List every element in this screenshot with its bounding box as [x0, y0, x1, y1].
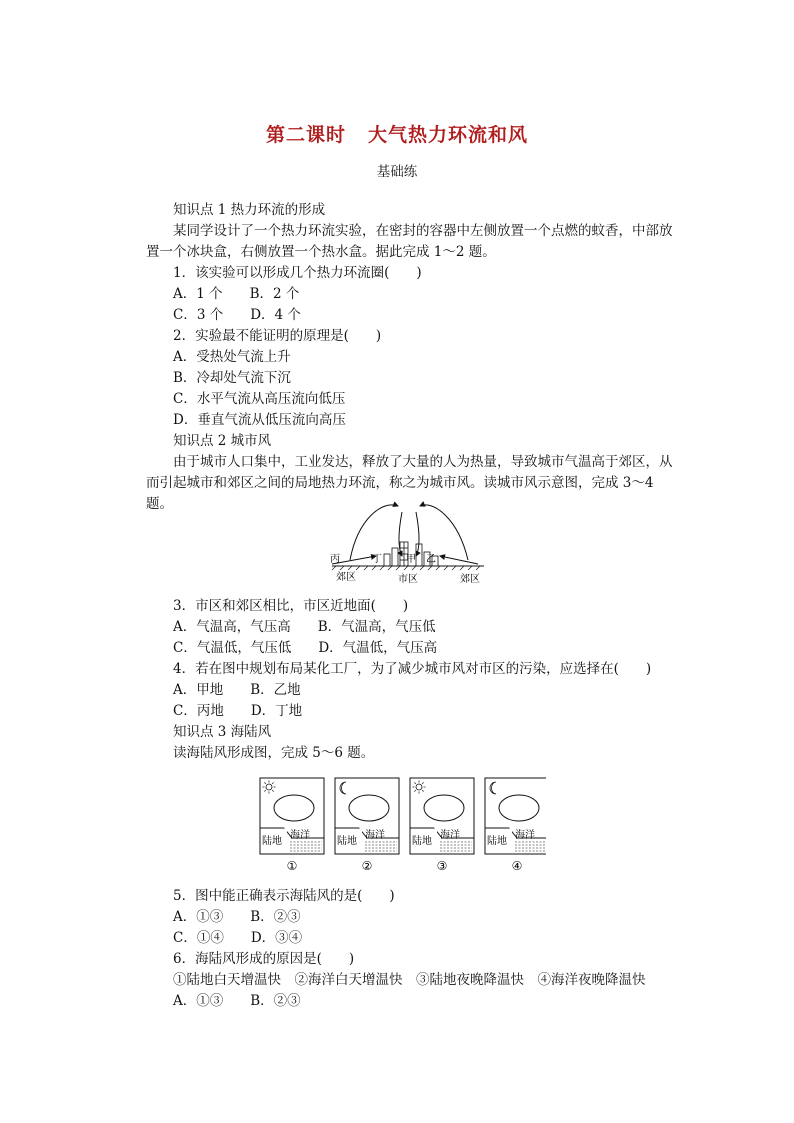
right-inner-arrow	[416, 512, 419, 556]
knowledge-point-1-heading: 知识点 1 热力环流的形成	[173, 202, 326, 218]
sea-land-breeze-diagram	[256, 776, 546, 874]
left-upper-arrow	[350, 505, 398, 560]
question-3: 3．市区和郊区相比，市区近地面( )	[173, 598, 409, 614]
knowledge-point-2-intro: 由于城市人口集中，工业发达，释放了大量的人为热量，导致城市气温高于郊区，从而引起城市和郊区之间的局地热力环流，称之为城市风。读城市风示意图，完成 3～4 题。	[146, 454, 673, 512]
question-5: 5．图中能正确表示海陆风的是( )	[173, 888, 395, 904]
question-2-option-b: B．冷却处气流下沉	[173, 370, 291, 386]
question-5-options-ab: A．①③ B．②③	[173, 909, 301, 925]
sun-icon	[413, 781, 426, 794]
sea-label: 海洋	[515, 830, 535, 841]
circulation-loop	[424, 795, 464, 821]
title-topic: 大气热力环流和风	[368, 124, 529, 146]
land-label: 陆地	[412, 836, 432, 847]
knowledge-point-3-intro: 读海陆风形成图，完成 5～6 题。	[173, 745, 375, 761]
section-1	[146, 200, 676, 515]
sea-land-panel	[410, 778, 474, 873]
sun-icon	[263, 781, 276, 794]
knowledge-point-2-heading: 知识点 2 城市风	[173, 433, 272, 449]
question-1-options-cd: C．3 个 D．4 个	[173, 307, 301, 323]
question-4: 4．若在图中规划布局某化工厂，为了减少城市风对市区的污染，应选择在( )	[173, 661, 652, 677]
question-4-options-ab: A．甲地 B．乙地	[173, 682, 301, 698]
question-5-options-cd: C．①④ D．③④	[173, 930, 303, 946]
surface-right-arrow	[440, 556, 478, 564]
question-6-options-ab: A．①③ B．②③	[173, 993, 301, 1009]
title-lesson: 第二课时	[265, 124, 346, 146]
label-city: 市区	[398, 574, 418, 585]
label-jia: 甲	[406, 554, 416, 565]
question-3-options-cd: C．气温低，气压低 D．气温低，气压高	[173, 640, 438, 656]
panel-number: ②	[361, 859, 373, 873]
panel-number: ③	[436, 859, 448, 873]
section-2	[146, 596, 676, 764]
question-1-options-ab: A．1 个 B．2 个	[173, 286, 300, 302]
section-subtitle: 基础练	[376, 164, 418, 180]
page-title	[0, 120, 794, 147]
question-2-option-d: D．垂直气流从低压流向高压	[173, 412, 346, 428]
panel-number: ①	[286, 859, 298, 873]
sea-land-panel	[260, 778, 324, 873]
knowledge-point-3-heading: 知识点 3 海陆风	[173, 724, 272, 740]
land-label: 陆地	[262, 836, 282, 847]
sea-label: 海洋	[440, 830, 460, 841]
left-inner-arrow	[399, 512, 402, 556]
question-2-option-c: C．水平气流从高压流向低压	[173, 391, 346, 407]
ground-hatch	[332, 566, 480, 570]
land-label: 陆地	[487, 836, 507, 847]
label-suburb-left: 郊区	[336, 572, 356, 583]
sea-land-panel	[485, 778, 546, 873]
panel-number: ④	[511, 859, 523, 873]
circulation-loop	[499, 795, 539, 821]
circulation-loop	[274, 795, 314, 821]
question-3-options-ab: A．气温高，气压高 B．气温高，气压低	[173, 619, 436, 635]
label-bing: 丙	[330, 554, 340, 565]
moon-icon	[490, 782, 496, 794]
question-1: 1．该实验可以形成几个热力环流圈( )	[173, 265, 422, 281]
circulation-loop	[349, 795, 389, 821]
sea-land-panel	[335, 778, 399, 873]
label-ding: 丁	[372, 554, 382, 565]
question-2: 2．实验最不能证明的原理是( )	[173, 328, 382, 344]
section-3	[146, 886, 676, 1012]
question-2-option-a: A．受热处气流上升	[173, 349, 291, 365]
sea-label: 海洋	[290, 830, 310, 841]
sea-label: 海洋	[365, 830, 385, 841]
question-6-statements: ①陆地白天增温快 ②海洋白天增温快 ③陆地夜晚降温快 ④海洋夜晚降温快	[173, 972, 646, 988]
label-yi: 乙	[426, 554, 436, 565]
city-wind-diagram	[328, 498, 488, 586]
knowledge-point-1-intro: 某同学设计了一个热力环流实验，在密封的容器中左侧放置一个点燃的蚊香，中部放置一个冰块盒，右侧放置一个热水盒。据此完成 1～2 题。	[146, 223, 673, 260]
question-6: 6．海陆风形成的原因是( )	[173, 951, 355, 967]
land-label: 陆地	[337, 836, 357, 847]
label-suburb-right: 郊区	[460, 574, 480, 585]
moon-icon	[340, 782, 346, 794]
question-4-options-cd: C．丙地 D．丁地	[173, 703, 303, 719]
